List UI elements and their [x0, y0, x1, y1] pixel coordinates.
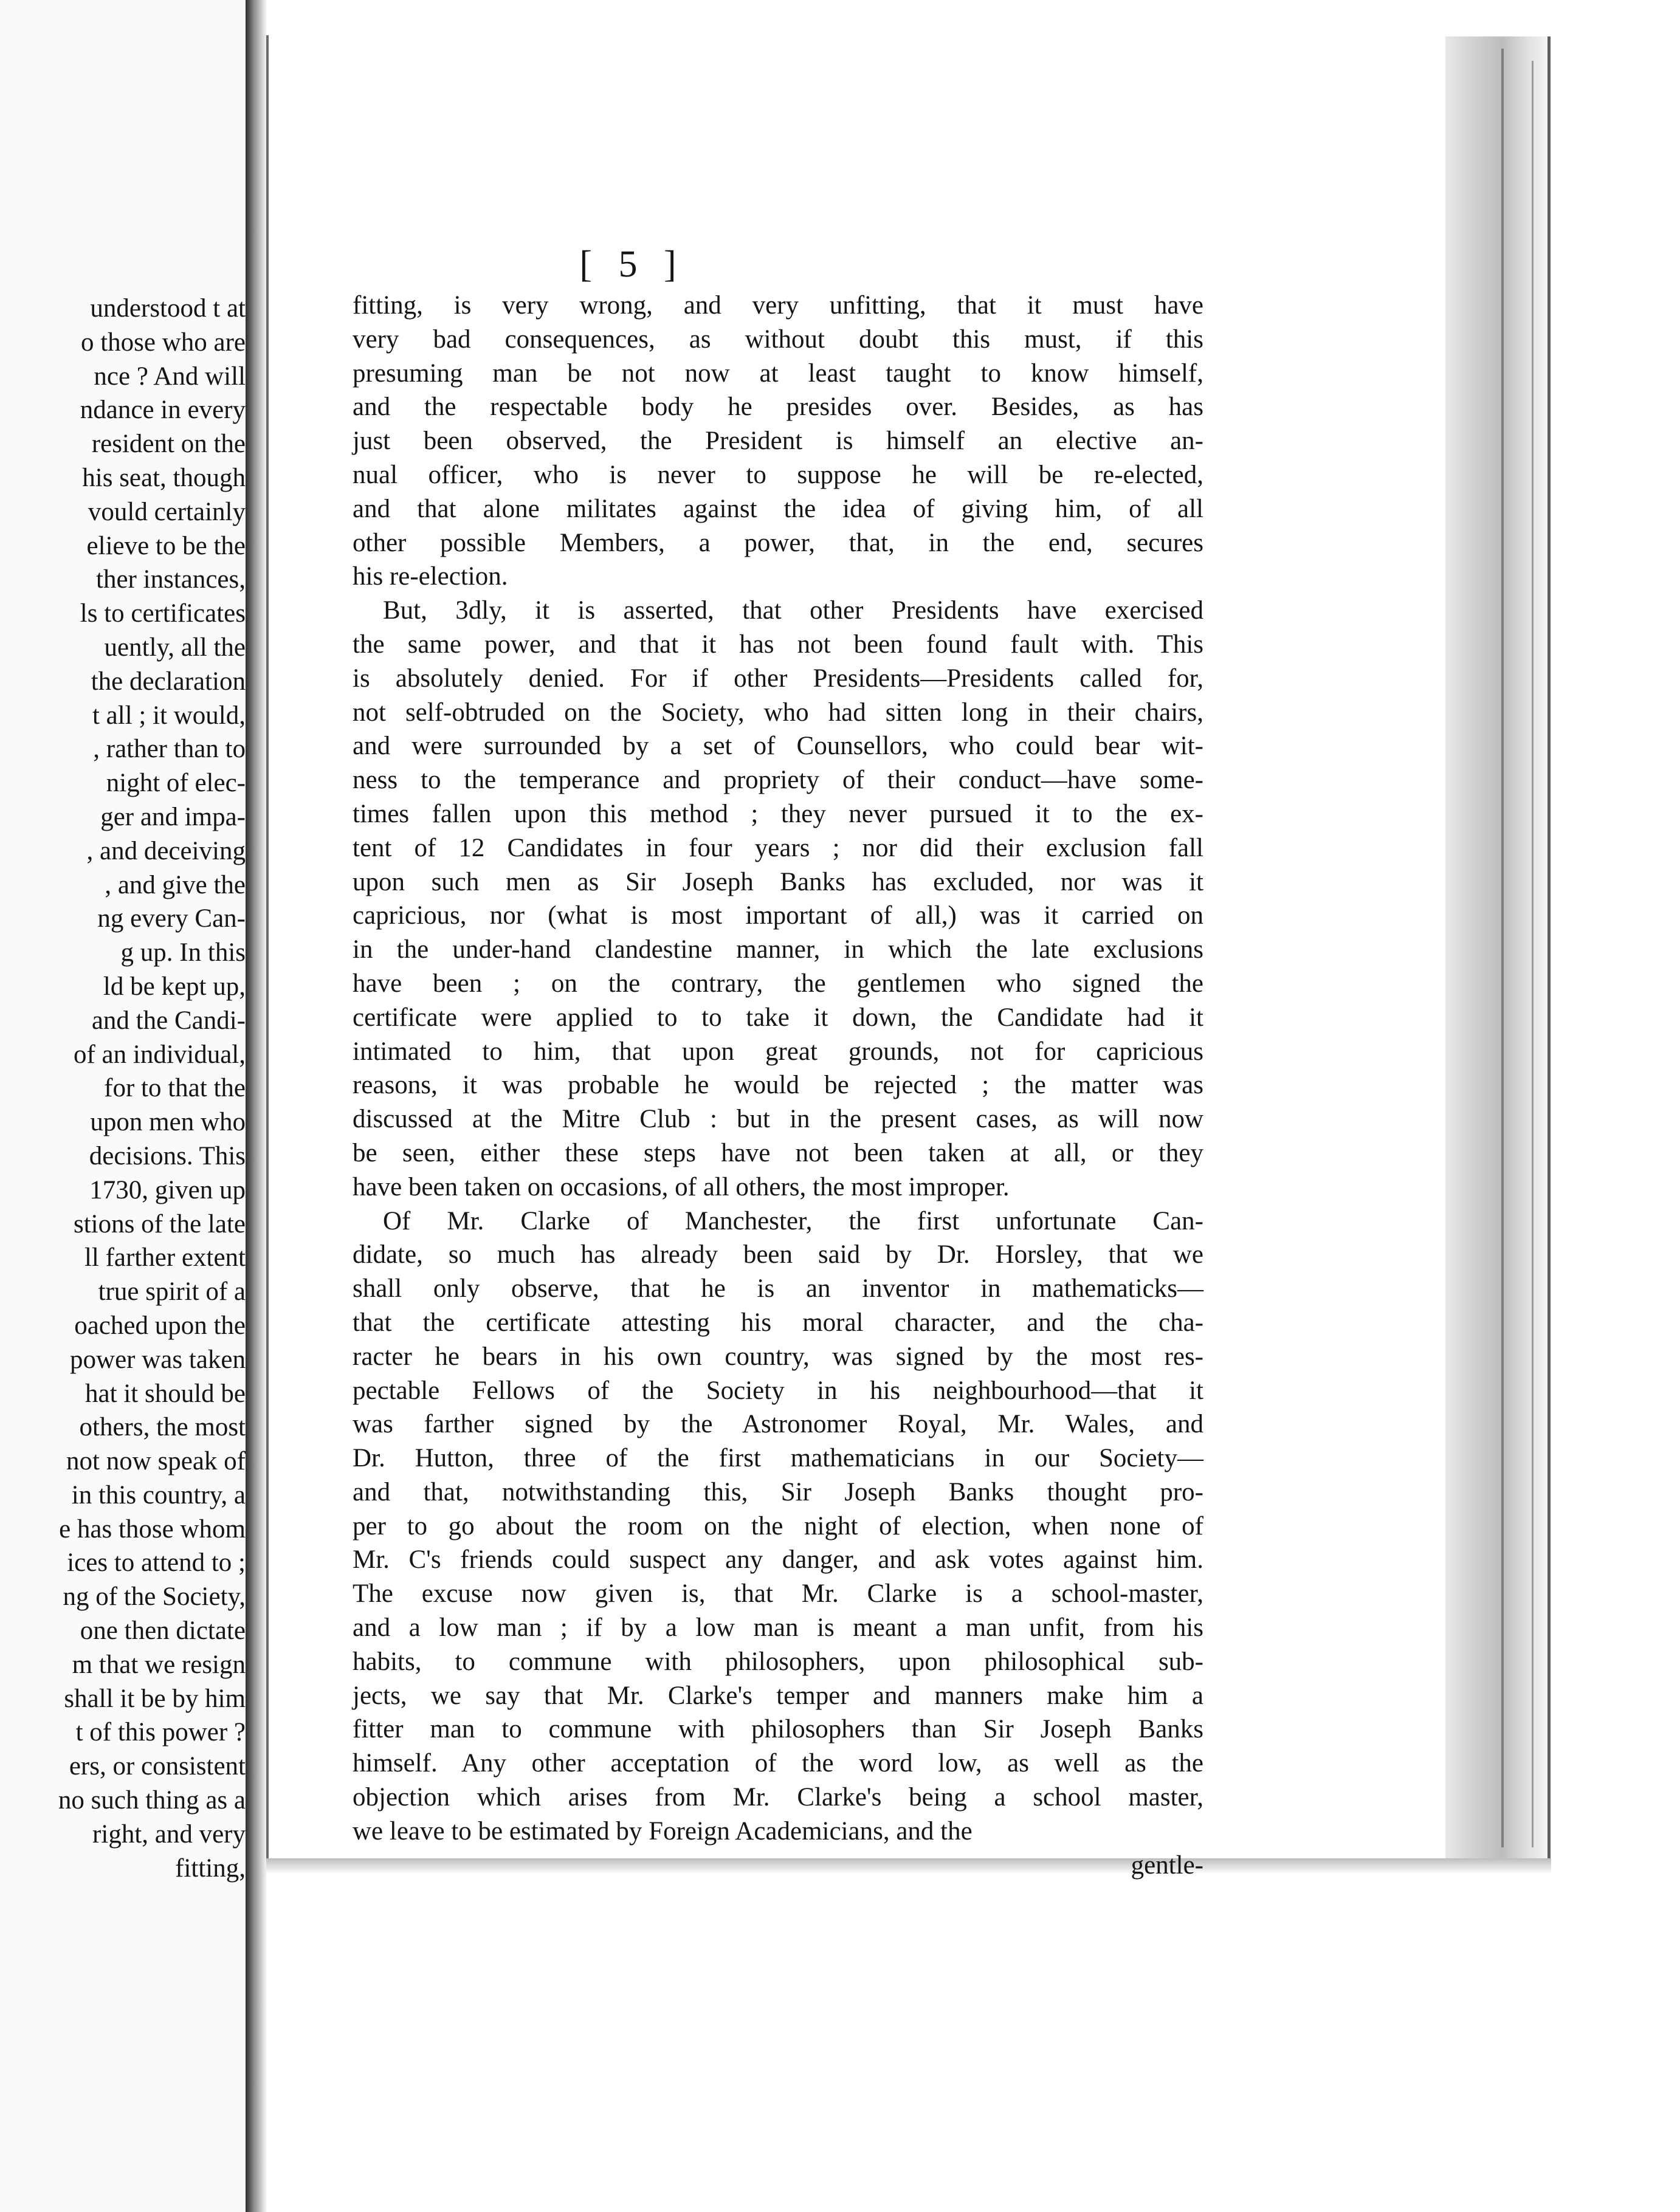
text-line: times fallen upon this method ; they never pursued it to the ex- [353, 799, 1203, 828]
facing-page-line: night of elec- [106, 769, 246, 798]
facing-page-line: oached upon the [74, 1311, 246, 1340]
facing-page-line: power was taken [70, 1345, 246, 1374]
facing-page-line: fitting, [175, 1853, 246, 1883]
text-line: The excuse now given is, that Mr. Clarke is a school-master, [353, 1579, 1203, 1609]
text-line: capricious, nor (what is most important of all,) was it carried on [353, 901, 1203, 930]
facing-page-line: uently, all the [104, 633, 246, 662]
facing-page-line: m that we resign [72, 1650, 246, 1679]
facing-page-line: resident on the [91, 430, 246, 459]
facing-page-line: ices to attend to ; [67, 1548, 246, 1578]
text-line: Dr. Hutton, three of the first mathematicians in our Society— [353, 1444, 1203, 1473]
facing-page-line: in this country, a [71, 1480, 246, 1510]
facing-page-line: o those who are [80, 328, 246, 357]
text-line: pectable Fellows of the Society in his neighbourhood—that it [353, 1376, 1203, 1405]
page-body-text [353, 289, 1203, 1882]
text-line: upon such men as Sir Joseph Banks has excluded, nor was it [353, 867, 1203, 896]
facing-page-line: , and give the [105, 870, 246, 899]
facing-page-line: 1730, given up [89, 1175, 246, 1204]
facing-page-line: g up. In this [120, 938, 246, 967]
facing-page-line: upon men who [90, 1108, 246, 1137]
facing-page-line: true spirit of a [98, 1277, 246, 1307]
text-line: Mr. C's friends could suspect any danger, and ask votes against him. [353, 1545, 1203, 1575]
facing-page-line: elieve to be the [86, 531, 246, 560]
facing-page-line: ld be kept up, [103, 972, 246, 1001]
facing-page-text [0, 292, 246, 1885]
facing-page-line: ger and impa- [100, 802, 246, 831]
text-line: have been ; on the contrary, the gentlemen who signed the [353, 969, 1203, 998]
facing-page-line: and the Candi- [91, 1006, 246, 1035]
text-line: and were surrounded by a set of Counsellors, who could bear wit- [353, 732, 1203, 761]
text-line: the same power, and that it has not been found fault with. This [353, 630, 1203, 659]
facing-page-left [0, 0, 254, 2212]
text-line: shall only observe, that he is an inventor in mathematicks— [353, 1274, 1203, 1304]
facing-page-line: right, and very [92, 1819, 246, 1849]
facing-page-line: of an individual, [73, 1040, 246, 1069]
text-line: that the certificate attesting his moral character, and the cha- [353, 1308, 1203, 1337]
text-line: presuming man be not now at least taught to know himself, [353, 359, 1203, 388]
facing-page-line: nce ? And will [94, 362, 246, 391]
text-line: was farther signed by the Astronomer Royal, Mr. Wales, and [353, 1410, 1203, 1439]
text-line: ness to the temperance and propriety of their conduct—have some- [353, 766, 1203, 795]
text-line: just been observed, the President is himself an elective an- [353, 427, 1203, 456]
catchword: gentle- [1131, 1850, 1203, 1880]
facing-page-line: others, the most [79, 1413, 246, 1442]
text-line: racter he bears in his own country, was signed by the most res- [353, 1342, 1203, 1371]
text-line: and the respectable body he presides over. Besides, as has [353, 393, 1203, 422]
text-line: objection which arises from Mr. Clarke's being a school master, [353, 1783, 1203, 1812]
text-line: in the under-hand clandestine manner, in which the late exclusions [353, 935, 1203, 964]
page-edge-line [1501, 49, 1504, 1847]
text-line: fitting, is very wrong, and very unfitting, that it must have [353, 291, 1203, 320]
text-line: intimated to him, that upon great grounds, not for capricious [353, 1037, 1203, 1066]
text-line: we leave to be estimated by Foreign Academicians, and the [353, 1816, 973, 1846]
text-line: But, 3dly, it is asserted, that other Presidents have exercised [383, 596, 1203, 625]
facing-page-line: understood t at [90, 294, 246, 323]
text-line: other possible Members, a power, that, in the end, secures [353, 528, 1203, 557]
facing-page-line: ers, or consistent [69, 1752, 246, 1781]
facing-page-line: shall it be by him [64, 1684, 246, 1713]
facing-page-line: for to that the [104, 1074, 246, 1103]
text-line: habits, to commune with philosophers, upon philosophical sub- [353, 1647, 1203, 1676]
text-line: fitter man to commune with philosophers than Sir Joseph Banks [353, 1715, 1203, 1744]
facing-page-line: ndance in every [80, 396, 246, 425]
text-line: not self-obtruded on the Society, who had sitten long in their chairs, [353, 698, 1203, 727]
text-line: and that alone militates against the idea of giving him, of all [353, 494, 1203, 523]
facing-page-line: one then dictate [80, 1616, 246, 1646]
text-line: himself. Any other acceptation of the word low, as well as the [353, 1749, 1203, 1778]
facing-page-line: no such thing as a [58, 1786, 246, 1815]
text-line: tent of 12 Candidates in four years ; nor did their exclusion fall [353, 833, 1203, 862]
page-edge-line [1547, 36, 1551, 1860]
text-line: nual officer, who is never to suppose he will be re-elected, [353, 460, 1203, 489]
book-gutter [246, 0, 266, 2212]
facing-page-line: ng of the Society, [63, 1582, 246, 1612]
text-line: didate, so much has already been said by Dr. Horsley, that we [353, 1240, 1203, 1269]
facing-page-line: ng every Can- [97, 904, 246, 933]
facing-page-line: ther instances, [96, 565, 246, 594]
text-line: his re-election. [353, 562, 508, 591]
text-line: very bad consequences, as without doubt this must, if this [353, 325, 1203, 354]
page-number-header: [ 5 ] [579, 244, 685, 285]
facing-page-line: , and deceiving [86, 836, 246, 865]
text-line: Of Mr. Clarke of Manchester, the first unfortunate Can- [383, 1206, 1203, 1235]
text-line: certificate were applied to to take it down, the Candidate had it [353, 1003, 1203, 1032]
facing-page-line: ll farther extent [84, 1243, 246, 1273]
text-line: is absolutely denied. For if other Presidents—Presidents called for, [353, 664, 1203, 693]
page-edge-line [1532, 61, 1534, 1847]
facing-page-line: t all ; it would, [92, 701, 246, 730]
facing-page-line: t of this power ? [75, 1718, 246, 1747]
facing-page-line: vould certainly [88, 497, 246, 526]
text-line: and a low man ; if by a low man is meant a man unfit, from his [353, 1613, 1203, 1643]
facing-page-line: e has those whom [59, 1514, 246, 1544]
text-line: per to go about the room on the night of election, when none of [353, 1511, 1203, 1540]
text-line: be seen, either these steps have not been taken at all, or they [353, 1138, 1203, 1167]
facing-page-line: decisions. This [89, 1141, 246, 1170]
facing-page-line: , rather than to [93, 735, 246, 764]
facing-page-line: not now speak of [66, 1447, 246, 1476]
text-line: have been taken on occasions, of all others, the most improper. [353, 1172, 1010, 1201]
text-line: and that, notwithstanding this, Sir Joseph Banks thought pro- [353, 1477, 1203, 1506]
text-line: reasons, it was probable he would be rejected ; the matter was [353, 1071, 1203, 1100]
facing-page-line: stions of the late [73, 1209, 246, 1238]
text-line: discussed at the Mitre Club : but in the present cases, as will now [353, 1105, 1203, 1134]
facing-page-line: hat it should be [85, 1379, 246, 1408]
facing-page-line: the declaration [91, 667, 246, 696]
facing-page-line: ls to certificates [80, 599, 246, 628]
text-line: jects, we say that Mr. Clarke's temper and manners make him a [353, 1681, 1203, 1710]
facing-page-line: his seat, though [82, 463, 246, 492]
